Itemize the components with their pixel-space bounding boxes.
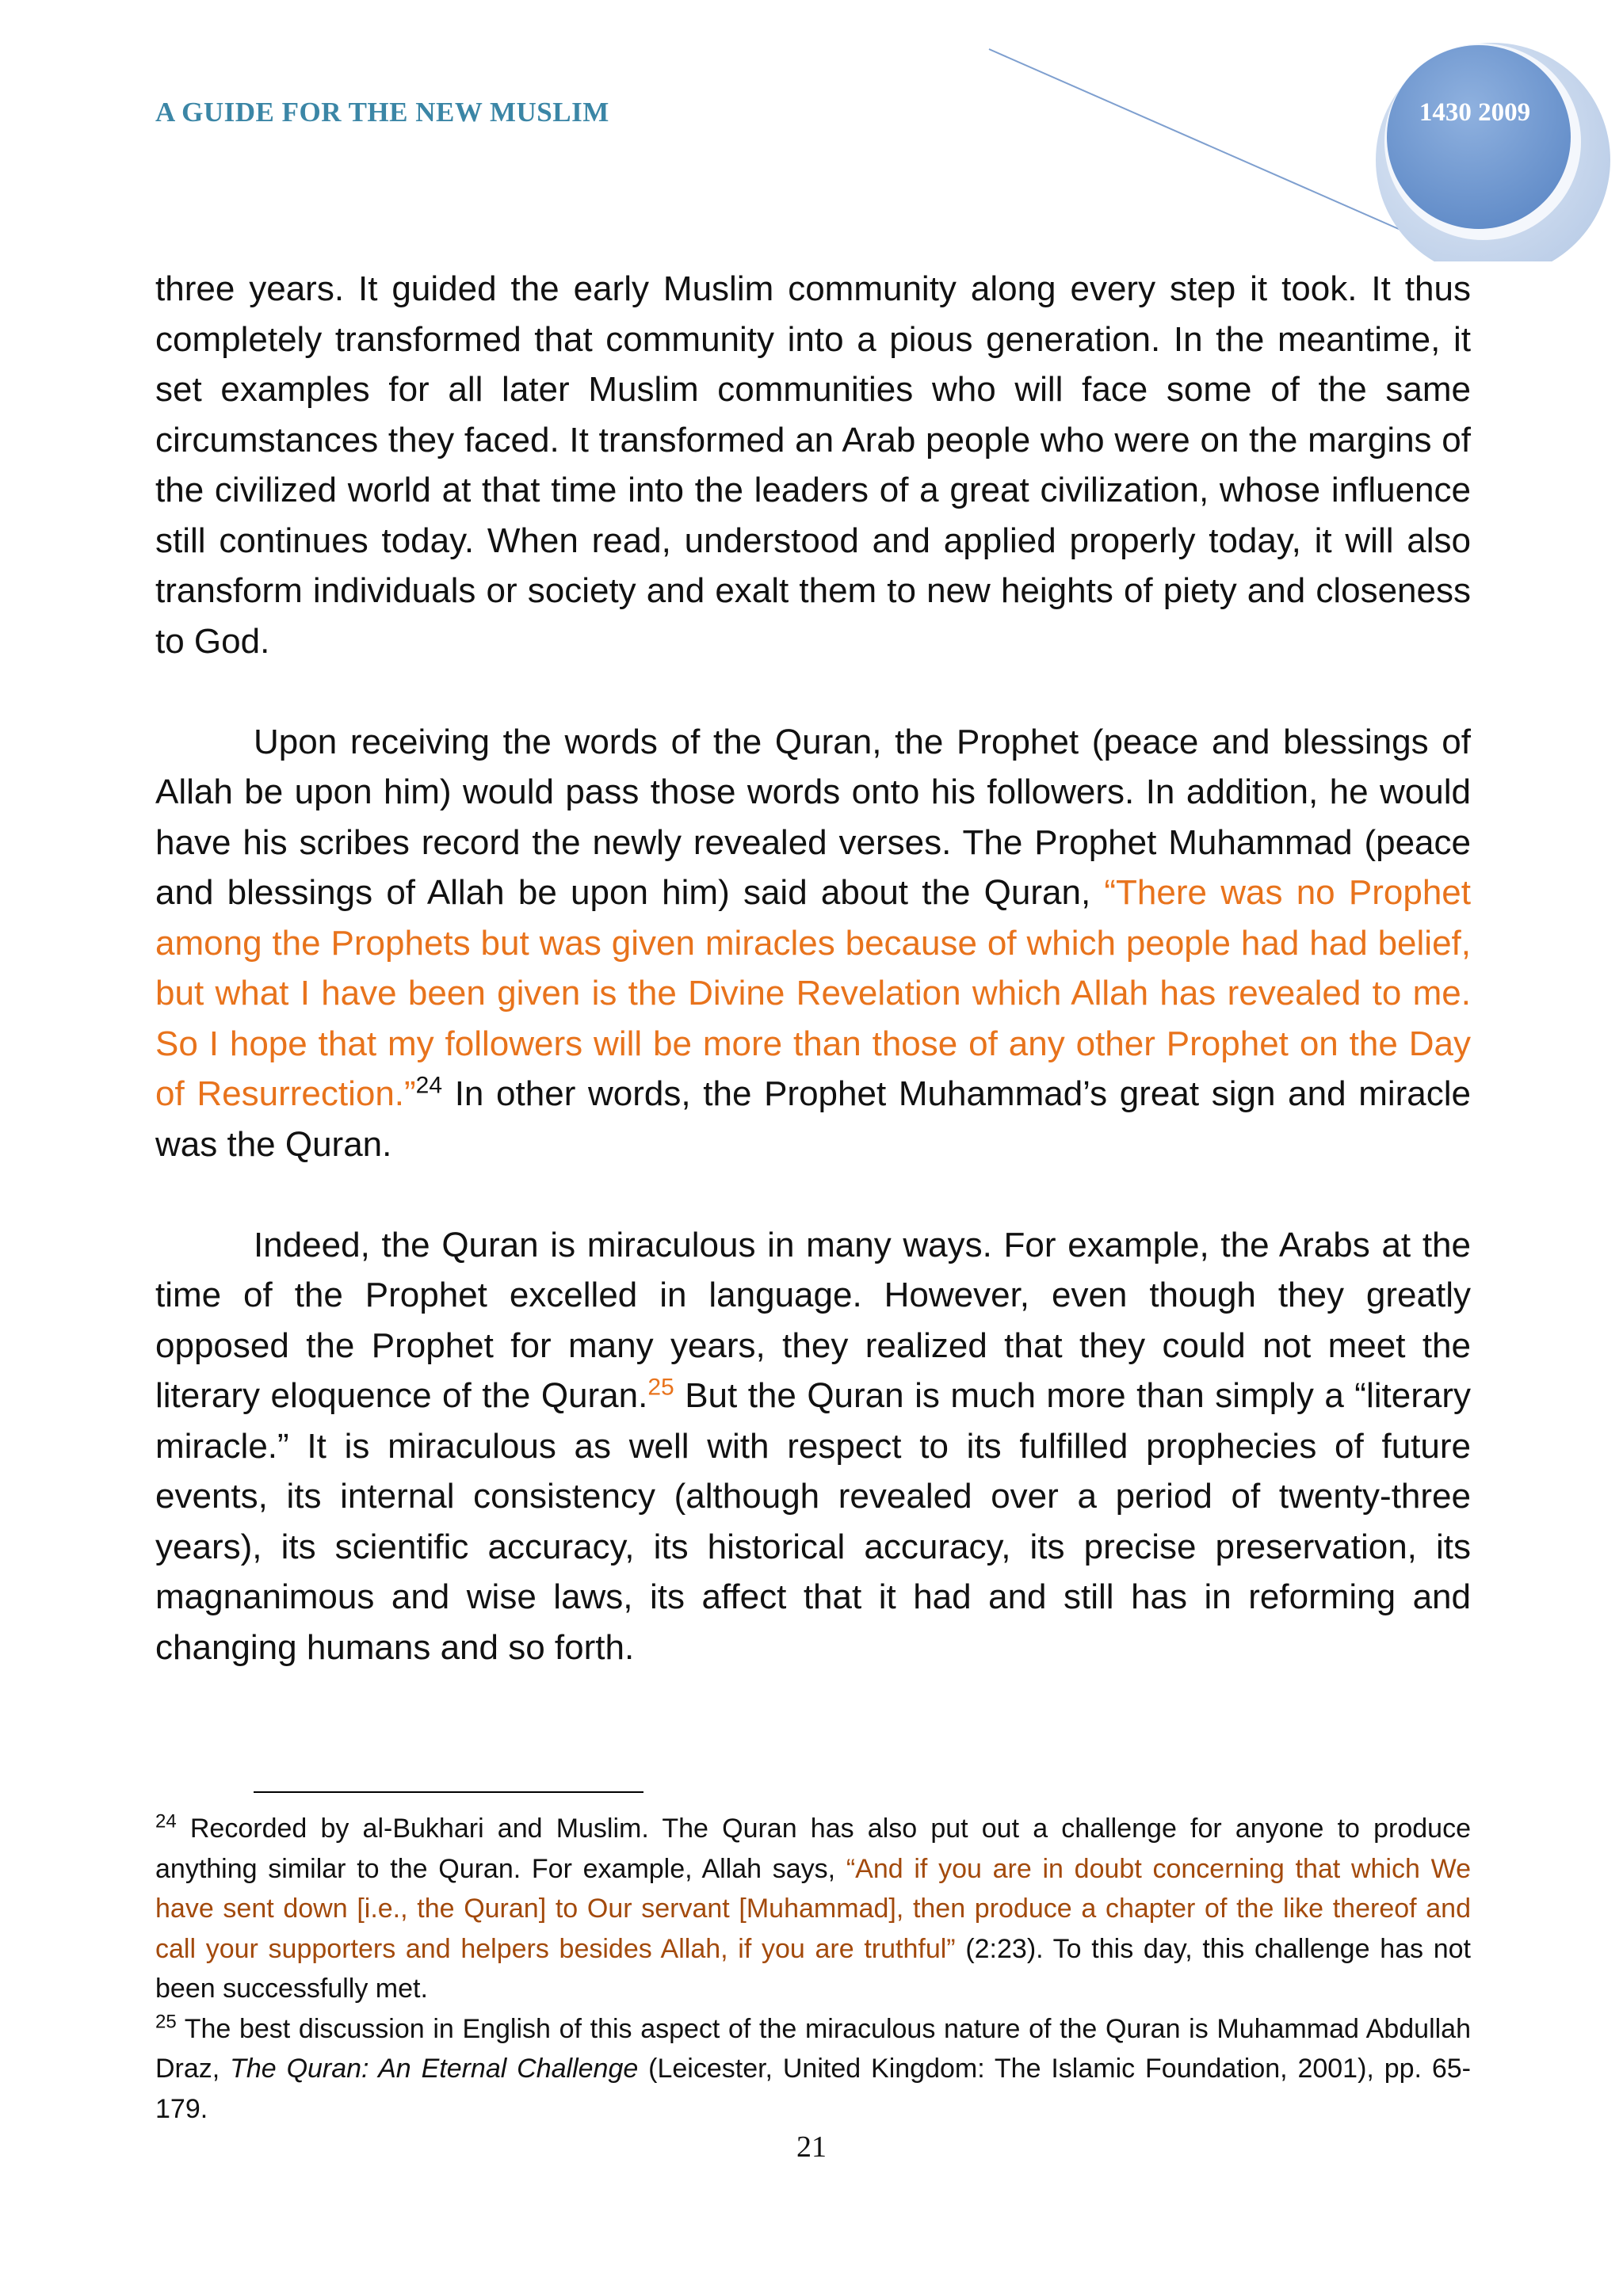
footnote-24-text-start: Recorded by al-Bukhari and Muslim. The Quran has also put out a challenge for anyone to produce anything similar to the Quran. For example, Allah says, — [155, 1814, 1471, 1884]
body-text — [155, 264, 1471, 1672]
header-inner-circle — [1387, 45, 1571, 229]
footnote-25-number: 25 — [155, 2011, 177, 2033]
hadith-quote: “There was no Prophet among the Prophets but was given miracles because of which people had had belief, but what I have been given is the Divine Revelation which Allah has revealed to me. So I hope that my followers will be more than those of any other Prophet on the Day of Resurrection.” — [155, 873, 1471, 1113]
footnote-24 — [155, 1809, 1471, 2009]
paragraph-1: three years. It guided the early Muslim community along every step it took. It thus completely transformed that community into a pious generation. In the meantime, it set examples for all later Muslim communities who will face some of the same circumstances they faced. It transformed an Arab people who were on the margins of the civilized world at that time into the leaders of a great civilization, whose influence still continues today. When read, understood and applied properly today, it will also transform individuals or society and exalt them to new heights of piety and closeness to God. — [155, 269, 1471, 661]
header-circle-decoration — [975, 40, 1623, 261]
paragraph-2-text-end: In other words, the Prophet Muhammad’s great sign and miracle was the Quran. — [155, 1074, 1471, 1164]
footnote-25-text-end: (Leicester, United Kingdom: The Islamic Foundation, 2001), pp. 65-179. — [155, 2054, 1472, 2124]
footnote-25-book-title: The Quran: An Eternal Challenge — [230, 2054, 639, 2084]
running-header-year: 1430 2009 — [1419, 98, 1531, 127]
footnote-25-text-start: The best discussion in English of this aspect of the miraculous nature of the Quran is Muhammad Abdullah Draz, — [155, 2013, 1471, 2084]
footnote-ref-25[interactable]: 25 — [647, 1374, 674, 1401]
running-header-title: A GUIDE FOR THE NEW MUSLIM — [155, 97, 609, 128]
paragraph-3-text-start: Indeed, the Quran is miraculous in many ways. For example, the Arabs at the time of the Prophet excelled in language. However, even though they greatly opposed the Prophet for many years, they realized that they could not meet the literary eloquence of the Quran. — [155, 1225, 1471, 1415]
paragraph-3 — [155, 1220, 1471, 1673]
paragraph-2 — [155, 717, 1471, 1170]
header-diagonal-line — [989, 49, 1419, 238]
footnote-25 — [155, 2009, 1471, 2130]
footnote-separator — [254, 1791, 643, 1793]
footnote-24-text-end: (2:23). To this day, this challenge has not been successfully met. — [155, 1933, 1471, 2004]
page-number: 21 — [796, 2130, 827, 2164]
paragraph-3-text-end: But the Quran is much more than simply a “literary miracle.” It is miraculous as well with respect to its fulfilled prophecies of future events, its internal consistency (although revealed over a period of twenty-three years), its scientific accuracy, its historical accuracy, its precise preservation, its magnanimous and wise laws, its affect that it had and still has in reforming and changing humans and so forth. — [155, 1376, 1471, 1667]
paragraph-2-text-start: Upon receiving the words of the Quran, the Prophet (peace and blessings of Allah be upon him) would pass those words onto his followers. In addition, he would have his scribes record the newly revealed verses. The Prophet Muhammad (peace and blessings of Allah be upon him) said about the Quran, — [155, 722, 1471, 912]
footnote-ref-24[interactable]: 24 — [415, 1072, 443, 1099]
footnote-24-number: 24 — [155, 1810, 177, 1833]
footnotes — [155, 1809, 1471, 2129]
footnote-24-quran-quote: “And if you are in doubt concerning that which We have sent down [i.e., the Quran] to Our servant [Muhammad], then produce a chapter of the like thereof and call your supporters and helpers besides Allah, if you are truthful” — [155, 1853, 1471, 1964]
